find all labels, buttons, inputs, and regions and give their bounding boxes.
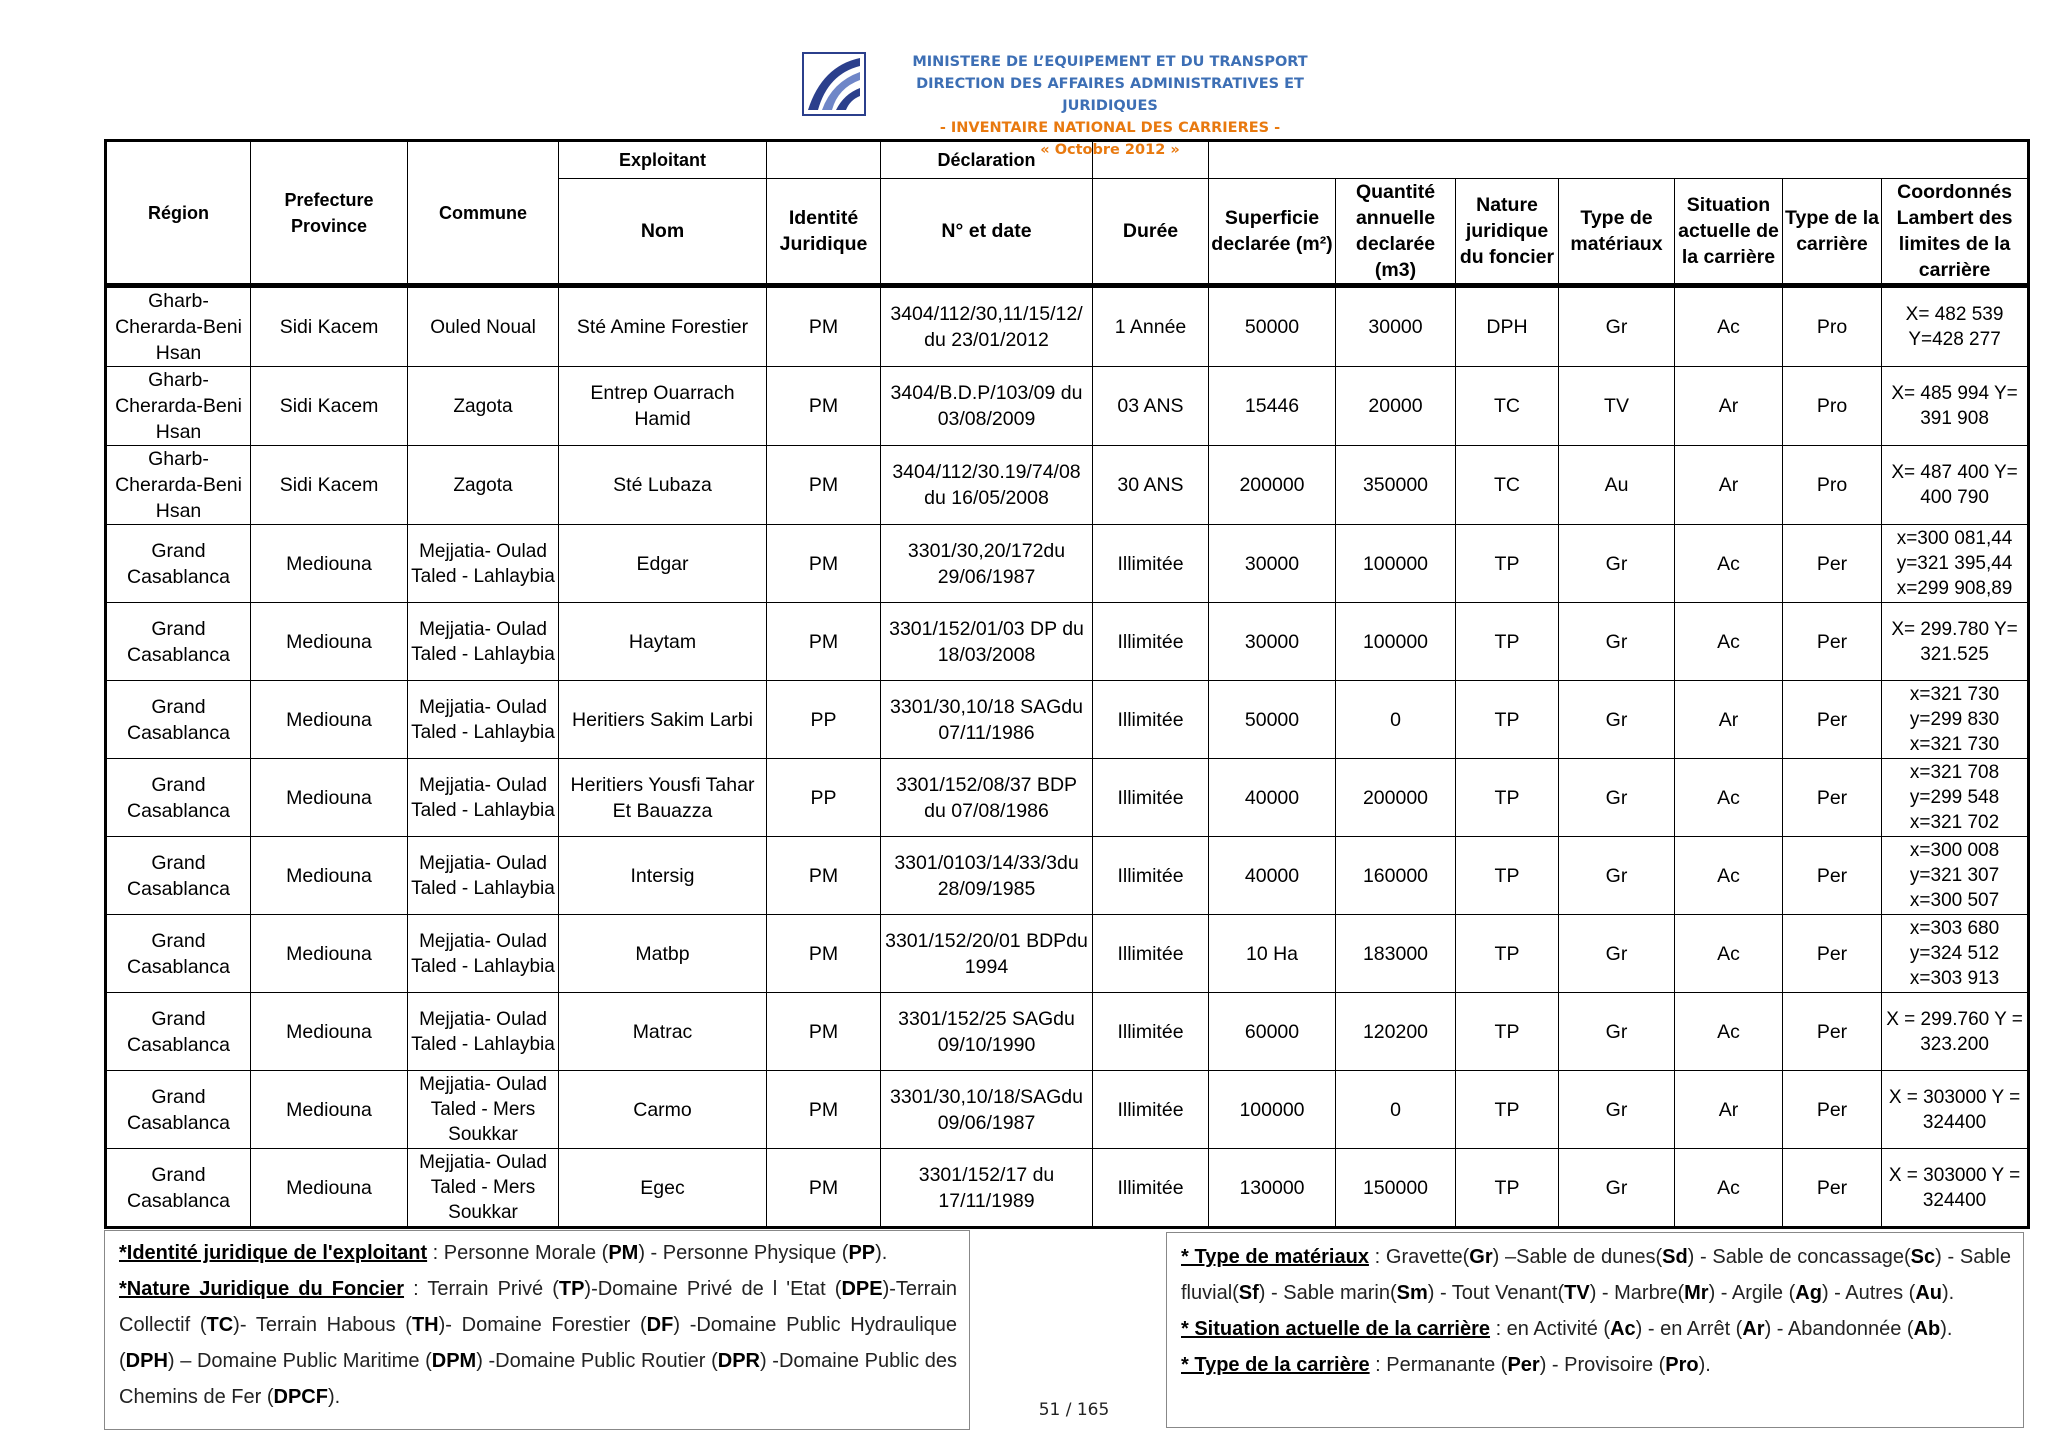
legend-code: PP <box>848 1242 876 1264</box>
legend-text: : Gravette( <box>1368 1246 1470 1268</box>
table-cell: Per <box>1783 993 1882 1071</box>
legend-text: )- Domaine Forestier ( <box>438 1314 647 1336</box>
table-cell: TP <box>1456 837 1559 915</box>
legend-code: TH <box>411 1314 439 1336</box>
col-header: Type de la carrière <box>1783 179 1882 286</box>
table-cell: Illimitée <box>1093 525 1209 603</box>
table-cell: Mejjatia- Oulad Taled - Mers Soukkar <box>408 1149 559 1228</box>
legend-code: Sm <box>1396 1282 1428 1304</box>
table-cell: 150000 <box>1336 1149 1456 1228</box>
table-cell: Ar <box>1675 446 1783 525</box>
table-cell: PM <box>767 603 881 681</box>
col-header: Type de matériaux <box>1559 179 1675 286</box>
legend-code: PM <box>608 1242 639 1264</box>
table-cell: Ac <box>1675 603 1783 681</box>
legend-code: Mr <box>1684 1282 1709 1304</box>
legend-text: ) -Domaine Public Routier ( <box>476 1350 718 1372</box>
table-cell: Gr <box>1559 1149 1675 1228</box>
legend-text: ) - en Arrêt ( <box>1635 1318 1743 1340</box>
table-cell: Grand Casablanca <box>106 759 251 837</box>
table-row <box>106 759 2029 837</box>
group-header-blank <box>1093 141 1209 179</box>
col-header: Situation actuelle de la carrière <box>1675 179 1783 286</box>
table-cell: Sidi Kacem <box>251 286 408 367</box>
table-cell: Grand Casablanca <box>106 603 251 681</box>
legend-materiaux-situation-type <box>1166 1232 2024 1428</box>
table-cell: Mediouna <box>251 525 408 603</box>
table-cell: TP <box>1456 525 1559 603</box>
legend-term: * Type de la carrière <box>1181 1354 1370 1376</box>
legend-text: ). <box>327 1386 341 1408</box>
table-cell: x=321 730 y=299 830 x=321 730 <box>1882 681 2029 759</box>
legend-text: ) - Provisoire ( <box>1539 1354 1666 1376</box>
table-cell: Gharb-Cherarda-Beni Hsan <box>106 446 251 525</box>
table-cell: X= 299.780 Y= 321.525 <box>1882 603 2029 681</box>
table-cell: Mediouna <box>251 837 408 915</box>
table-cell: Gr <box>1559 993 1675 1071</box>
table-cell: 0 <box>1336 681 1456 759</box>
legend-code: Sc <box>1910 1246 1936 1268</box>
table-row <box>106 993 2029 1071</box>
col-header: N° et date <box>881 179 1093 286</box>
inventory-title: - INVENTAIRE NATIONAL DES CARRIERES - <box>939 120 1281 136</box>
col-header: Coordonnés Lambert des limites de la carrière <box>1882 179 2029 286</box>
table-cell: PM <box>767 837 881 915</box>
table-cell: 40000 <box>1209 759 1336 837</box>
table-cell: 30000 <box>1209 525 1336 603</box>
legend-code: DPH <box>125 1350 168 1372</box>
legend-text: ). <box>1941 1282 1955 1304</box>
legend-text: ) -Domaine Public Hydraulique ( <box>119 1314 958 1372</box>
legend-code: Ab <box>1913 1318 1941 1340</box>
col-header: Quantité annuelle declarée (m3) <box>1336 179 1456 286</box>
table-cell: Gr <box>1559 603 1675 681</box>
legend-nature <box>119 1271 957 1415</box>
table-cell: 30000 <box>1209 603 1336 681</box>
legend-code: Ac <box>1610 1318 1636 1340</box>
table-cell: Grand Casablanca <box>106 993 251 1071</box>
table-cell: Pro <box>1783 446 1882 525</box>
table-cell: Matbp <box>559 915 767 993</box>
table-cell: TC <box>1456 446 1559 525</box>
page-number: 51 / 165 <box>1038 1400 1110 1420</box>
legend-text: : Personne Morale ( <box>427 1242 609 1264</box>
quarry-inventory-table <box>104 139 2030 1229</box>
table-cell: TP <box>1456 915 1559 993</box>
col-header: Nature juridique du foncier <box>1456 179 1559 286</box>
legend-term: *Nature Juridique du Foncier <box>119 1278 405 1300</box>
table-cell: Illimitée <box>1093 1149 1209 1228</box>
table-cell: 03 ANS <box>1093 367 1209 446</box>
table-cell: PM <box>767 1071 881 1149</box>
legend-term: *Identité juridique de l'exploitant <box>119 1242 428 1264</box>
table-cell: 10 Ha <box>1209 915 1336 993</box>
col-header: Durée <box>1093 179 1209 286</box>
table-cell: Mejjatia- Oulad Taled - Lahlaybia <box>408 603 559 681</box>
table-cell: Ac <box>1675 759 1783 837</box>
table-cell: 130000 <box>1209 1149 1336 1228</box>
table-cell: Sté Amine Forestier <box>559 286 767 367</box>
table-cell: Ac <box>1675 837 1783 915</box>
table-cell: PM <box>767 446 881 525</box>
table-cell: Mejjatia- Oulad Taled - Lahlaybia <box>408 837 559 915</box>
group-header-exploitant: Exploitant <box>559 141 767 179</box>
table-cell: Mejjatia- Oulad Taled - Lahlaybia <box>408 681 559 759</box>
table-cell: 200000 <box>1336 759 1456 837</box>
legend-code: TP <box>558 1278 585 1300</box>
table-cell: X= 485 994 Y= 391 908 <box>1882 367 2029 446</box>
table-cell: TP <box>1456 603 1559 681</box>
legend-code: Ag <box>1795 1282 1822 1304</box>
table-row <box>106 286 2029 367</box>
table-cell: 60000 <box>1209 993 1336 1071</box>
table-cell: Ouled Noual <box>408 286 559 367</box>
table-cell: Illimitée <box>1093 837 1209 915</box>
group-header-blank <box>1209 141 2029 179</box>
table-cell: 3301/152/20/01 BDPdu 1994 <box>881 915 1093 993</box>
legend-text: ) - Marbre( <box>1589 1282 1685 1304</box>
table-row <box>106 367 2029 446</box>
table-cell: Grand Casablanca <box>106 1149 251 1228</box>
table-cell: Egec <box>559 1149 767 1228</box>
document-header <box>0 44 2048 158</box>
table-cell: Entrep Ouarrach Hamid <box>559 367 767 446</box>
table-cell: Illimitée <box>1093 915 1209 993</box>
table-cell: Grand Casablanca <box>106 525 251 603</box>
table-cell: Au <box>1559 446 1675 525</box>
table-cell: Grand Casablanca <box>106 681 251 759</box>
table-cell: Per <box>1783 603 1882 681</box>
legend-text: ) - Sable fluvial( <box>1181 1246 2012 1304</box>
table-cell: Ac <box>1675 1149 1783 1228</box>
legend-text: ) - Tout Venant( <box>1427 1282 1565 1304</box>
table-cell: x=321 708 y=299 548 x=321 702 <box>1882 759 2029 837</box>
table-row <box>106 603 2029 681</box>
table-cell: Illimitée <box>1093 759 1209 837</box>
table-cell: 40000 <box>1209 837 1336 915</box>
table-cell: Illimitée <box>1093 603 1209 681</box>
table-cell: 20000 <box>1336 367 1456 446</box>
table-row <box>106 525 2029 603</box>
table-cell: Mejjatia- Oulad Taled - Lahlaybia <box>408 525 559 603</box>
legend-text: ) - Autres ( <box>1821 1282 1916 1304</box>
col-header: Région <box>106 141 251 286</box>
group-header-blank <box>767 141 881 179</box>
legend-code: Gr <box>1469 1246 1493 1268</box>
table-cell: 3301/152/08/37 BDP du 07/08/1986 <box>881 759 1093 837</box>
table-cell: Zagota <box>408 446 559 525</box>
table-cell: TP <box>1456 759 1559 837</box>
table-cell: Illimitée <box>1093 993 1209 1071</box>
direction-name: DIRECTION DES AFFAIRES ADMINISTRATIVES ET JURIDIQUES <box>916 76 1304 114</box>
legend-text: ) - Sable marin( <box>1258 1282 1397 1304</box>
table-cell: PM <box>767 993 881 1071</box>
table-cell: Gr <box>1559 915 1675 993</box>
table-cell: Gharb-Cherarda-Beni Hsan <box>106 286 251 367</box>
table-cell: 160000 <box>1336 837 1456 915</box>
table-cell: X= 482 539 Y=428 277 <box>1882 286 2029 367</box>
table-cell: Ar <box>1675 367 1783 446</box>
legend-text: )-Domaine Privé de l 'Etat ( <box>584 1278 842 1300</box>
table-cell: Ac <box>1675 525 1783 603</box>
table-cell: x=300 008 y=321 307 x=300 507 <box>1882 837 2029 915</box>
table-cell: PM <box>767 367 881 446</box>
table-cell: Mejjatia- Oulad Taled - Lahlaybia <box>408 915 559 993</box>
table-cell: 3404/112/30,11/15/12/ du 23/01/2012 <box>881 286 1093 367</box>
legend-text: : en Activité ( <box>1490 1318 1611 1340</box>
table-cell: 3404/B.D.P/103/09 du 03/08/2009 <box>881 367 1093 446</box>
table-cell: Per <box>1783 525 1882 603</box>
table-row <box>106 681 2029 759</box>
table-cell: Illimitée <box>1093 1071 1209 1149</box>
legend-identite <box>119 1235 957 1271</box>
table-cell: Gr <box>1559 837 1675 915</box>
ministry-logo-icon <box>802 52 866 116</box>
table-cell: 50000 <box>1209 681 1336 759</box>
table-cell: Ar <box>1675 681 1783 759</box>
group-header-declaration: Déclaration <box>881 141 1093 179</box>
table-cell: Per <box>1783 915 1882 993</box>
legend-text: )-Terrain Collectif ( <box>119 1278 958 1336</box>
table-cell: Per <box>1783 1149 1882 1228</box>
table-cell: Gr <box>1559 1071 1675 1149</box>
table-cell: Carmo <box>559 1071 767 1149</box>
table-cell: 3301/30,10/18/SAGdu 09/06/1987 <box>881 1071 1093 1149</box>
legend-text: ). <box>875 1242 888 1264</box>
table-cell: PP <box>767 681 881 759</box>
table-cell: Mediouna <box>251 603 408 681</box>
table-cell: Grand Casablanca <box>106 837 251 915</box>
legend-code: Per <box>1507 1354 1540 1376</box>
table-cell: 3301/152/25 SAGdu 09/10/1990 <box>881 993 1093 1071</box>
legend-type-carriere <box>1181 1347 2011 1383</box>
table-cell: 3301/152/17 du 17/11/1989 <box>881 1149 1093 1228</box>
table-cell: Per <box>1783 837 1882 915</box>
table-cell: TV <box>1559 367 1675 446</box>
table-cell: 100000 <box>1336 603 1456 681</box>
table-cell: Ac <box>1675 915 1783 993</box>
legend-text: ) - Argile ( <box>1708 1282 1796 1304</box>
table-cell: Ac <box>1675 286 1783 367</box>
table-cell: TP <box>1456 1071 1559 1149</box>
table-cell: 350000 <box>1336 446 1456 525</box>
table-cell: PP <box>767 759 881 837</box>
table-cell: PM <box>767 286 881 367</box>
table-cell: Gr <box>1559 286 1675 367</box>
table-cell: Grand Casablanca <box>106 915 251 993</box>
table-cell: Mejjatia- Oulad Taled - Lahlaybia <box>408 759 559 837</box>
table-cell: TC <box>1456 367 1559 446</box>
inventory-date: « Octobre 2012 » <box>1040 142 1180 158</box>
legend-text: ) –Sable de dunes( <box>1492 1246 1663 1268</box>
legend-code: DPM <box>431 1350 477 1372</box>
table-row <box>106 446 2029 525</box>
table-cell: X = 299.760 Y = 323.200 <box>1882 993 2029 1071</box>
table-row <box>106 1149 2029 1228</box>
group-header-row <box>106 141 2029 179</box>
table-cell: PM <box>767 1149 881 1228</box>
table-cell: Haytam <box>559 603 767 681</box>
table-cell: Sidi Kacem <box>251 446 408 525</box>
table-cell: 3404/112/30.19/74/08 du 16/05/2008 <box>881 446 1093 525</box>
table-cell: X = 303000 Y = 324400 <box>1882 1149 2029 1228</box>
table-cell: Edgar <box>559 525 767 603</box>
table-cell: Zagota <box>408 367 559 446</box>
table-cell: Mediouna <box>251 915 408 993</box>
table-cell: Heritiers Yousfi Tahar Et Bauazza <box>559 759 767 837</box>
legend-text: : Terrain Privé ( <box>404 1278 559 1300</box>
table-cell: Per <box>1783 681 1882 759</box>
table-cell: Mejjatia- Oulad Taled - Lahlaybia <box>408 993 559 1071</box>
legend-code: DPCF <box>273 1386 328 1408</box>
legend-code: Sf <box>1238 1282 1259 1304</box>
table-cell: 15446 <box>1209 367 1336 446</box>
ministry-name: MINISTERE DE L’EQUIPEMENT ET DU TRANSPORT <box>912 54 1308 70</box>
table-cell: Mediouna <box>251 993 408 1071</box>
legend-code: TC <box>206 1314 234 1336</box>
table-cell: Ar <box>1675 1071 1783 1149</box>
table-cell: Illimitée <box>1093 681 1209 759</box>
table-cell: PM <box>767 525 881 603</box>
table-cell: Mejjatia- Oulad Taled - Mers Soukkar <box>408 1071 559 1149</box>
table-row <box>106 837 2029 915</box>
table-row <box>106 915 2029 993</box>
legend-text: ) - Abandonnée ( <box>1764 1318 1914 1340</box>
legend-text: ). <box>1940 1318 1953 1340</box>
legend-text: ) - Sable de concassage( <box>1687 1246 1911 1268</box>
legend-code: Au <box>1915 1282 1942 1304</box>
table-cell: 30 ANS <box>1093 446 1209 525</box>
table-cell: 183000 <box>1336 915 1456 993</box>
table-cell: Heritiers Sakim Larbi <box>559 681 767 759</box>
table-cell: Mediouna <box>251 759 408 837</box>
legend-code: Pro <box>1665 1354 1699 1376</box>
table-cell: 3301/30,20/172du 29/06/1987 <box>881 525 1093 603</box>
table-cell: TP <box>1456 681 1559 759</box>
legend-text: : Permanante ( <box>1369 1354 1508 1376</box>
table-cell: 3301/0103/14/33/3du 28/09/1985 <box>881 837 1093 915</box>
table-cell: X = 303000 Y = 324400 <box>1882 1071 2029 1149</box>
table-cell: Grand Casablanca <box>106 1071 251 1149</box>
table-cell: 120200 <box>1336 993 1456 1071</box>
legend-code: Sd <box>1662 1246 1688 1268</box>
table-cell: Gr <box>1559 525 1675 603</box>
table-cell: Per <box>1783 759 1882 837</box>
legend-materiaux <box>1181 1239 2011 1311</box>
table-cell: Intersig <box>559 837 767 915</box>
table-cell: Matrac <box>559 993 767 1071</box>
table-body <box>106 286 2029 1228</box>
table-cell: x=300 081,44 y=321 395,44 x=299 908,89 <box>1882 525 2029 603</box>
table-cell: Mediouna <box>251 1071 408 1149</box>
col-header: Identité Juridique <box>767 179 881 286</box>
table-cell: Mediouna <box>251 681 408 759</box>
table-cell: 200000 <box>1209 446 1336 525</box>
col-header: Prefecture Province <box>251 141 408 286</box>
legend-text: ) - Personne Physique ( <box>638 1242 849 1264</box>
table-cell: Mediouna <box>251 1149 408 1228</box>
table-cell: 30000 <box>1336 286 1456 367</box>
legend-code: DPE <box>841 1278 883 1300</box>
table-cell: Gr <box>1559 681 1675 759</box>
table-cell: Sidi Kacem <box>251 367 408 446</box>
table-cell: 100000 <box>1209 1071 1336 1149</box>
table-cell: Pro <box>1783 367 1882 446</box>
legend-text: )- Terrain Habous ( <box>233 1314 412 1336</box>
legend-code: DPR <box>717 1350 760 1372</box>
table-cell: DPH <box>1456 286 1559 367</box>
legend-code: DF <box>646 1314 674 1336</box>
table-row <box>106 1071 2029 1149</box>
legend-situation <box>1181 1311 2011 1347</box>
table-cell: 100000 <box>1336 525 1456 603</box>
table-cell: Sté Lubaza <box>559 446 767 525</box>
col-header: Superficie declarée (m²) <box>1209 179 1336 286</box>
col-header: Nom <box>559 179 767 286</box>
table-cell: Ac <box>1675 993 1783 1071</box>
table-cell: Gharb-Cherarda-Beni Hsan <box>106 367 251 446</box>
legend-text: ). <box>1698 1354 1711 1376</box>
table-cell: 3301/30,10/18 SAGdu 07/11/1986 <box>881 681 1093 759</box>
table-cell: Per <box>1783 1071 1882 1149</box>
table-cell: Pro <box>1783 286 1882 367</box>
table-cell: TP <box>1456 1149 1559 1228</box>
legend-exploitant-foncier <box>104 1230 970 1430</box>
legend-term: * Situation actuelle de la carrière <box>1181 1318 1491 1340</box>
legend-text: ) -Domaine Public des Chemins de Fer ( <box>119 1350 957 1408</box>
col-header: Commune <box>408 141 559 286</box>
table-cell: Gr <box>1559 759 1675 837</box>
table-cell: x=303 680 y=324 512 x=303 913 <box>1882 915 2029 993</box>
table-cell: X= 487 400 Y= 400 790 <box>1882 446 2029 525</box>
legend-code: Ar <box>1742 1318 1765 1340</box>
legend-term: * Type de matériaux <box>1181 1246 1369 1268</box>
table-cell: TP <box>1456 993 1559 1071</box>
table-cell: PM <box>767 915 881 993</box>
table-cell: 0 <box>1336 1071 1456 1149</box>
table-cell: 1 Année <box>1093 286 1209 367</box>
legend-text: ) – Domaine Public Maritime ( <box>167 1350 432 1372</box>
legend-code: TV <box>1564 1282 1590 1304</box>
table-cell: 50000 <box>1209 286 1336 367</box>
table-cell: 3301/152/01/03 DP du 18/03/2008 <box>881 603 1093 681</box>
